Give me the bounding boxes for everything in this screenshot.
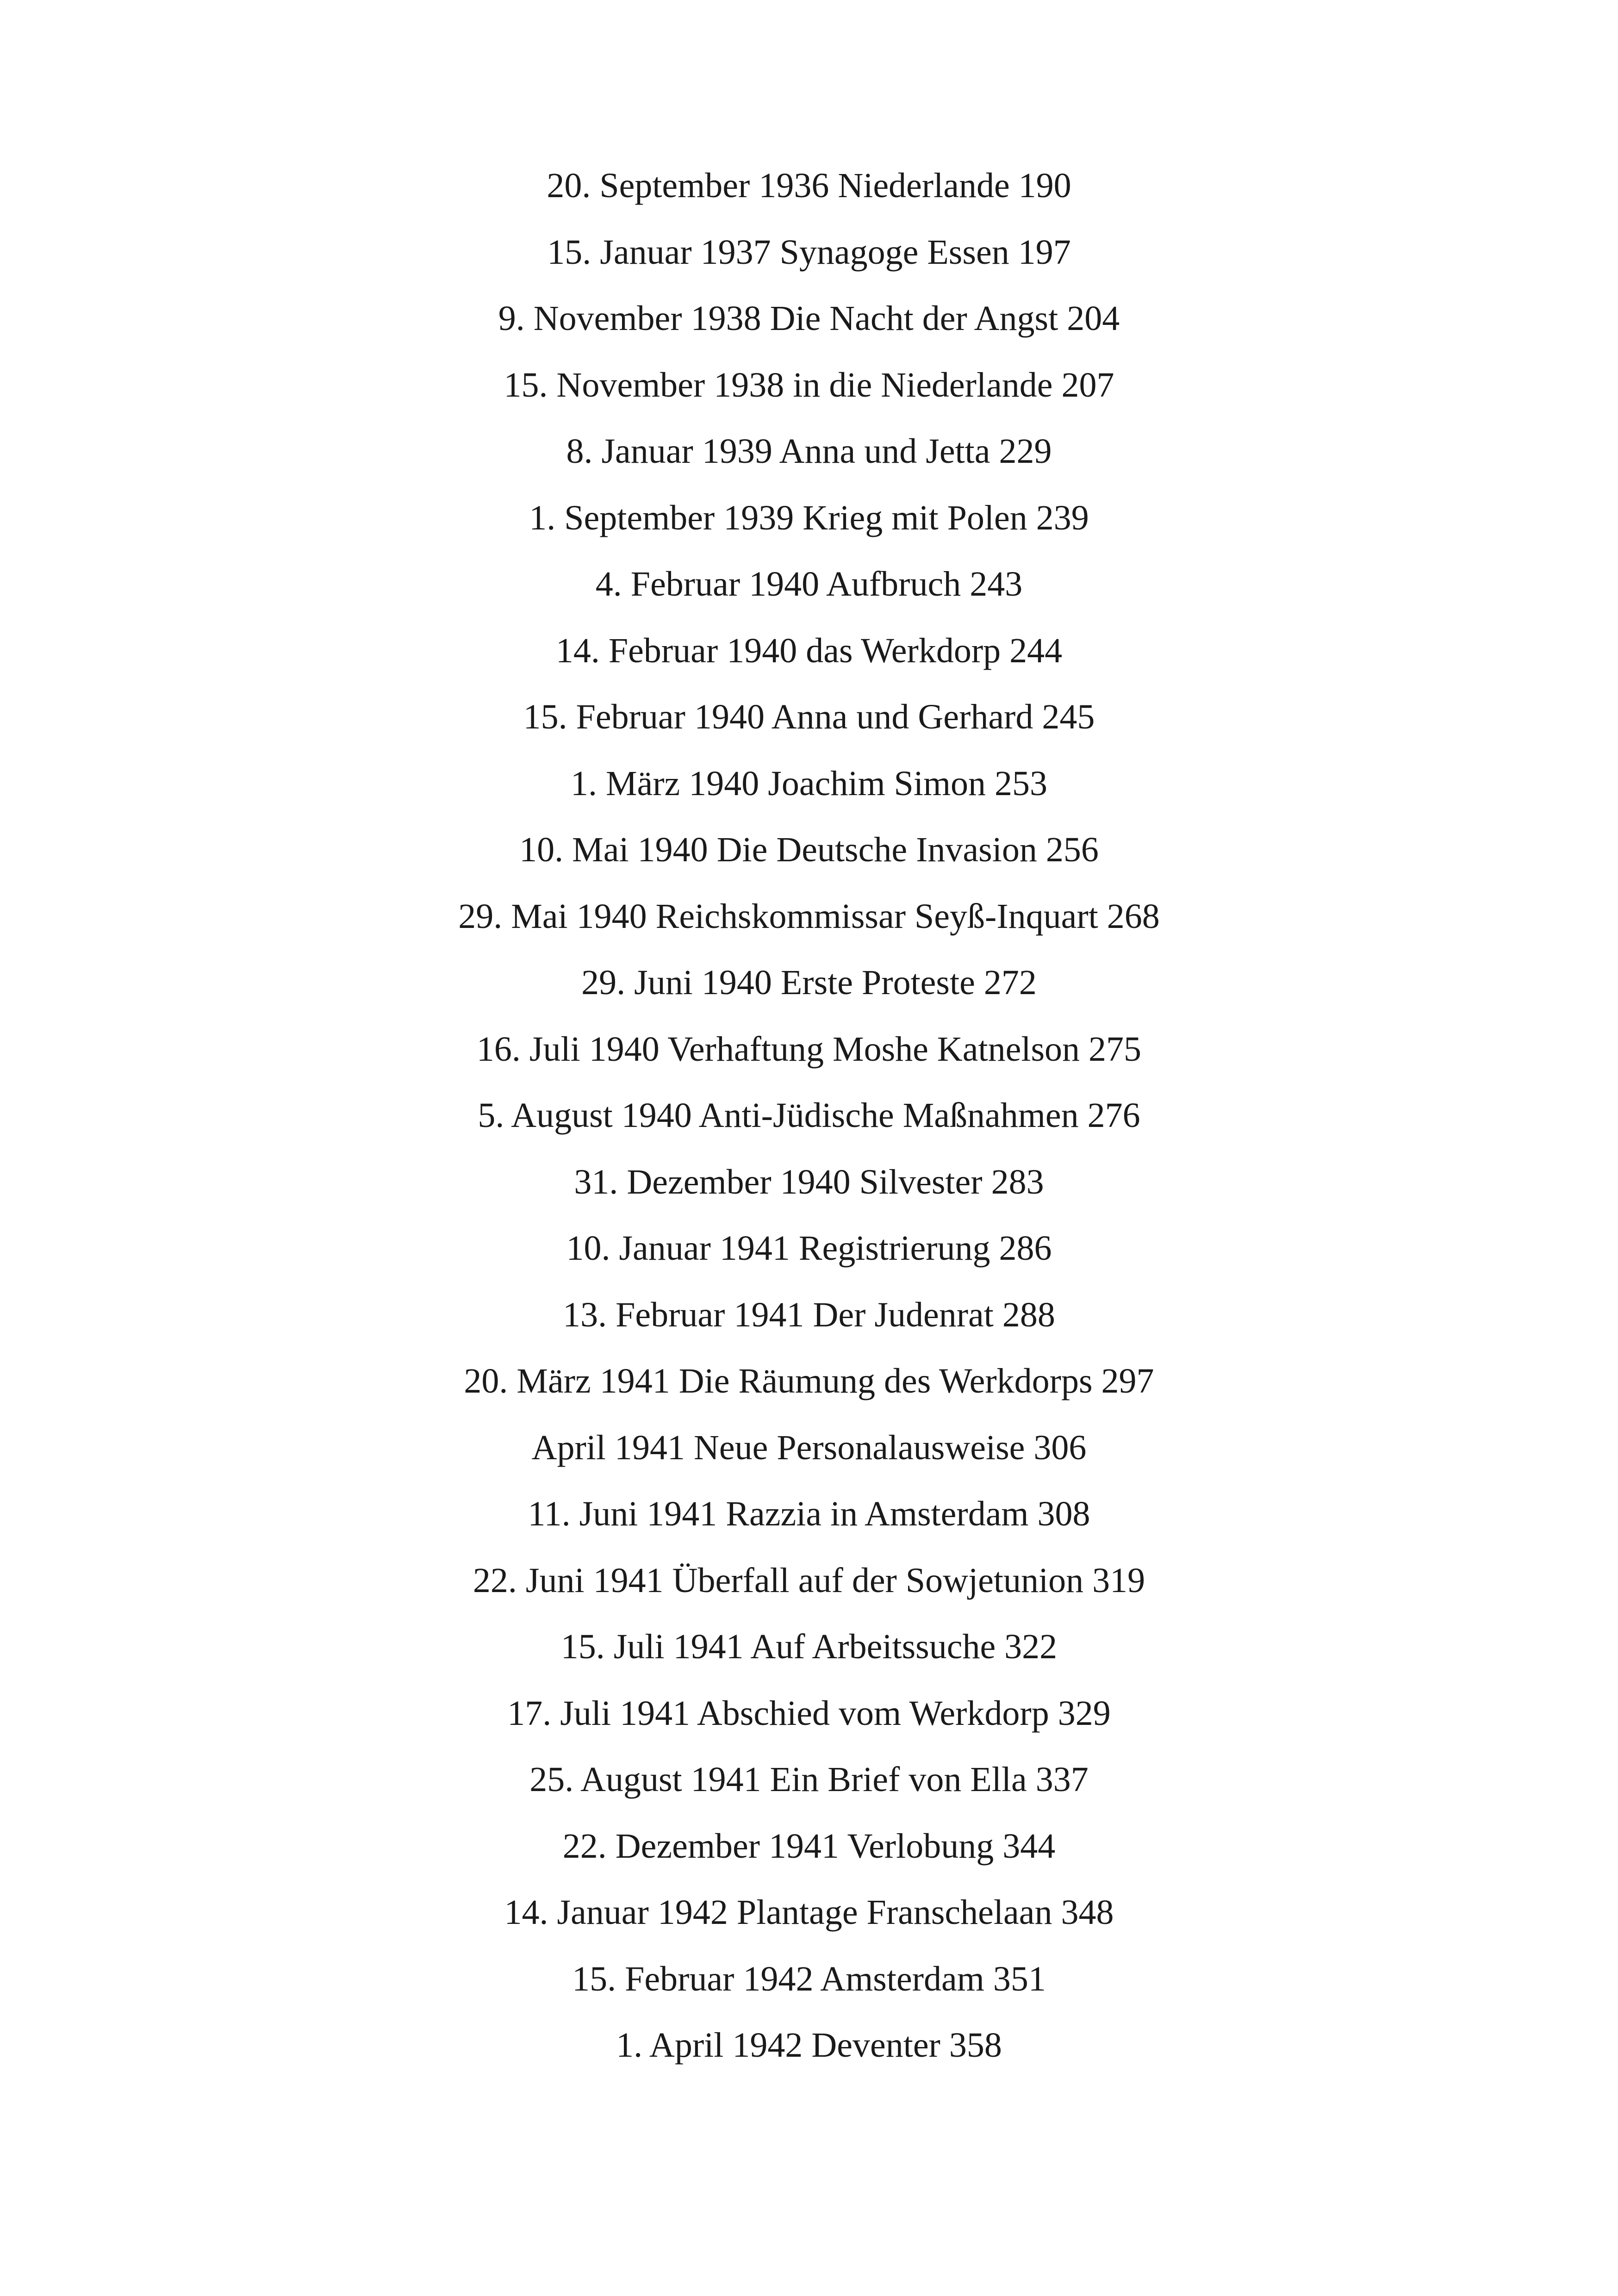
toc-entry: 9. November 1938 Die Nacht der Angst 204	[498, 299, 1120, 338]
toc-entry: 4. Februar 1940 Aufbruch 243	[595, 565, 1023, 604]
toc-entry: April 1941 Neue Personalausweise 306	[531, 1428, 1087, 1467]
toc-entry: 16. Juli 1940 Verhaftung Moshe Katnelson 275	[476, 1029, 1142, 1069]
table-of-contents	[0, 153, 1618, 2079]
toc-entry: 15. Februar 1940 Anna und Gerhard 245	[523, 697, 1095, 736]
toc-entry: 13. Februar 1941 Der Judenrat 288	[563, 1295, 1055, 1334]
toc-entry: 20. März 1941 Die Räumung des Werkdorps 297	[464, 1362, 1154, 1400]
toc-entry: 29. Juni 1940 Erste Proteste 272	[581, 963, 1037, 1002]
toc-entry: 31. Dezember 1940 Silvester 283	[574, 1162, 1044, 1201]
toc-entry: 22. Juni 1941 Überfall auf der Sowjetunion 319	[473, 1561, 1145, 1600]
toc-entry: 1. September 1939 Krieg mit Polen 239	[529, 498, 1089, 537]
toc-entry: 15. November 1938 in die Niederlande 207	[504, 365, 1114, 404]
toc-entry: 8. Januar 1939 Anna und Jetta 229	[566, 432, 1052, 471]
toc-entry: 22. Dezember 1941 Verlobung 344	[562, 1826, 1056, 1866]
toc-entry: 15. Januar 1937 Synagoge Essen 197	[547, 232, 1071, 272]
toc-entry: 14. Februar 1940 das Werkdorp 244	[555, 631, 1063, 670]
toc-entry: 1. März 1940 Joachim Simon 253	[570, 764, 1048, 803]
toc-entry: 10. Mai 1940 Die Deutsche Invasion 256	[519, 830, 1099, 869]
toc-entry: 29. Mai 1940 Reichskommissar Seyß-Inquart 268	[458, 896, 1160, 936]
toc-entry: 25. August 1941 Ein Brief von Ella 337	[529, 1760, 1089, 1799]
toc-entry: 14. Januar 1942 Plantage Franschelaan 348	[504, 1893, 1114, 1932]
toc-entry: 11. Juni 1941 Razzia in Amsterdam 308	[528, 1494, 1090, 1533]
toc-entry: 1. April 1942 Deventer 358	[616, 2026, 1002, 2065]
toc-entry: 5. August 1940 Anti-Jüdische Maßnahmen 276	[478, 1096, 1140, 1135]
toc-entry: 17. Juli 1941 Abschied vom Werkdorp 329	[507, 1693, 1111, 1733]
toc-entry: 15. Juli 1941 Auf Arbeitssuche 322	[560, 1627, 1058, 1666]
toc-entry: 20. September 1936 Niederlande 190	[547, 166, 1071, 205]
toc-entry: 15. Februar 1942 Amsterdam 351	[572, 1959, 1046, 1998]
toc-entry: 10. Januar 1941 Registrierung 286	[566, 1229, 1052, 1268]
